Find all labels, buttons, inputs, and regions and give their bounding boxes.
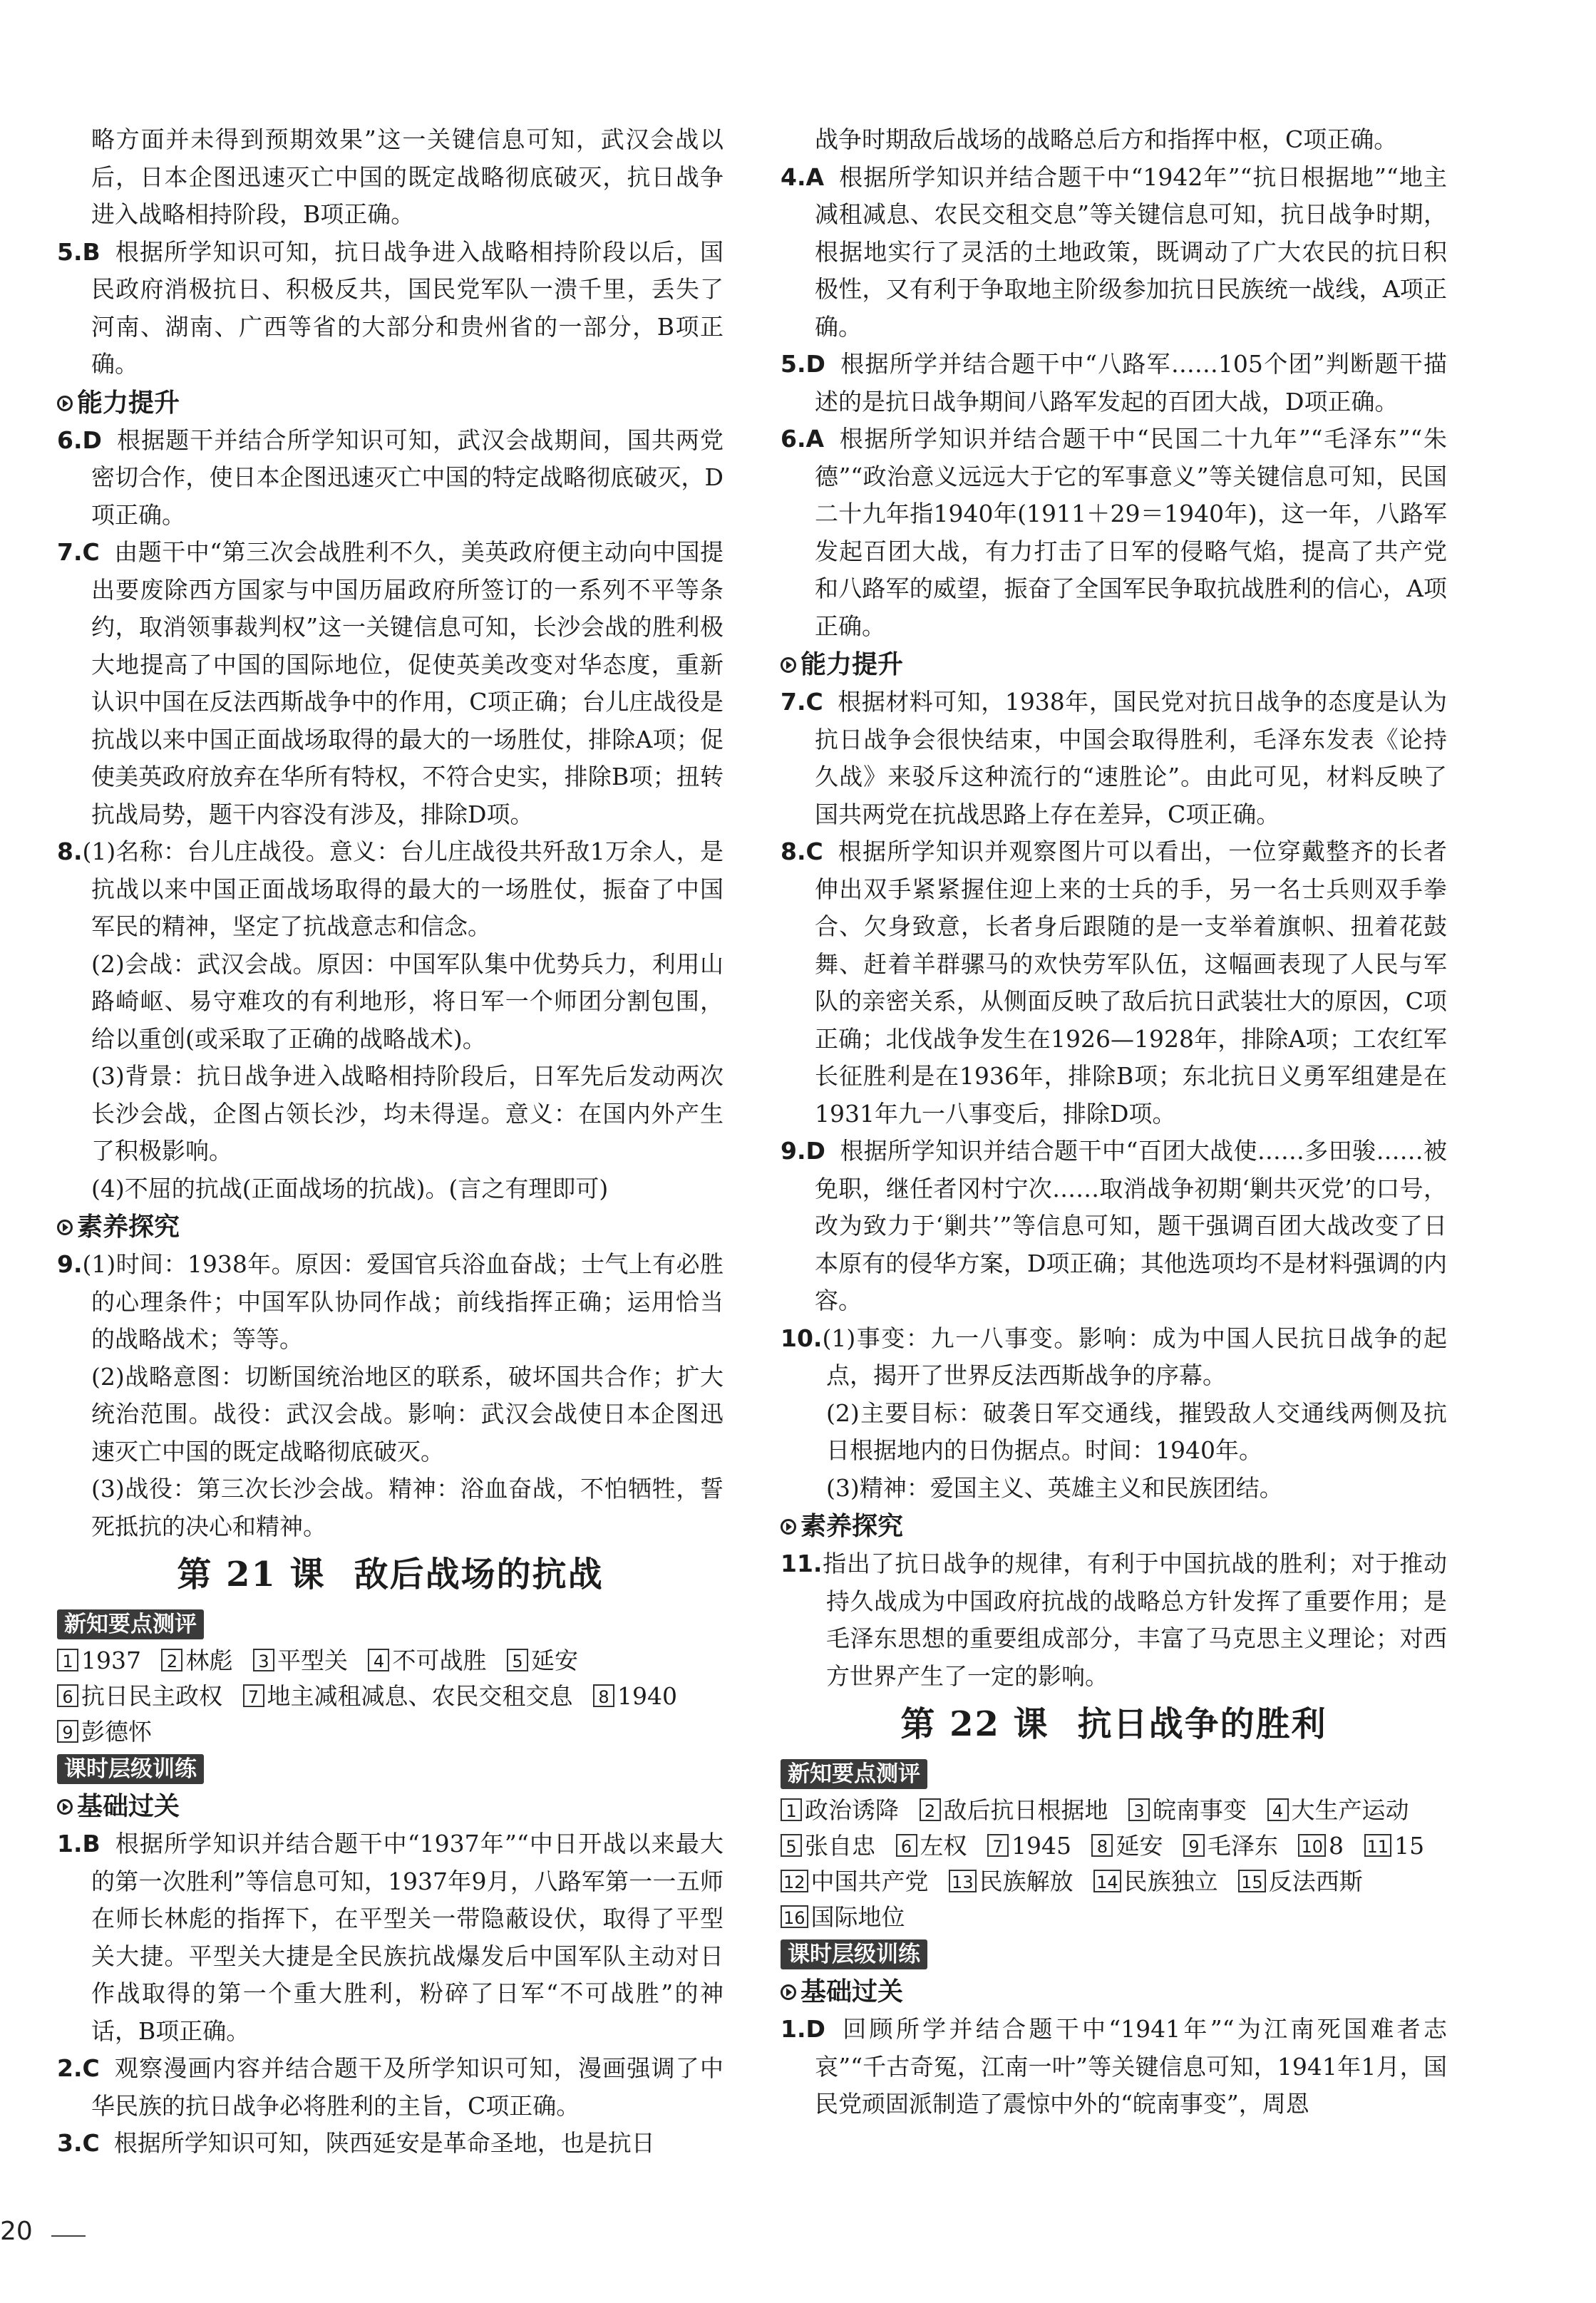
key-point-item bbox=[781, 1832, 875, 1860]
play-bullet-icon bbox=[781, 1519, 796, 1535]
tag-training: 课时层级训练 bbox=[781, 1939, 927, 1969]
key-point-number: 2 bbox=[920, 1798, 941, 1821]
page-number-rule bbox=[51, 2235, 86, 2237]
answer-number: 4. bbox=[781, 163, 806, 191]
basic-answer-1 bbox=[57, 1825, 724, 2050]
answer-text: 由题干中“第三次会战胜利不久，美英政府便主动向中国提出要废除西方国家与中国历届政府所签订的一系列不平等条约，取消领事裁判权”这一关键信息可知，长沙会战的胜利极大地提高了中国的国际地位，促使英美改变对华态度，重新认识中国在反法西斯战争中的作用，C项正确；台儿庄战役是抗战以来中国正面战场取得的最大的一场胜仗，排除A项；促使美英政府放弃在华所有特权，不符合史实，排除B项；扭转抗战局势，题干内容没有涉及，排除D项。 bbox=[91, 538, 724, 828]
key-point-text: 彭德怀 bbox=[81, 1717, 152, 1746]
key-point-item bbox=[1091, 1832, 1163, 1860]
key-point-text: 左权 bbox=[920, 1831, 967, 1860]
answer-text: (1)名称：台儿庄战役。意义：台儿庄战役共歼敌1万余人，是抗战以来中国正面战场取得的最大的一场胜仗，振奋了中国军民的精神，坚定了抗战意志和信念。 bbox=[82, 838, 724, 940]
answer-number: 7. bbox=[57, 538, 83, 566]
answer-text: (1)时间：1938年。原因：爱国官兵浴血奋战；士气上有必胜的心理条件；中国军队协同作战；前线指挥正确；运用恰当的战略战术；等等。 bbox=[82, 1250, 724, 1353]
key-point-text: 平型关 bbox=[277, 1646, 348, 1674]
answer-5 bbox=[781, 346, 1447, 421]
answer-text: 根据所学知识可知，抗日战争进入战略相持阶段以后，国民政府消极抗日、积极反共，国民党军队一溃千里，丢失了河南、湖南、广西等省的大部分和贵州省的一部分，B项正确。 bbox=[91, 237, 724, 378]
section-heading-text: 基础过关 bbox=[77, 1792, 180, 1821]
key-point-number: 3 bbox=[253, 1649, 274, 1671]
lesson-21-title bbox=[57, 1550, 724, 1599]
answer-text: 根据所学并结合题干中“八路军……105个团”判断题干描述的是抗日战争期间八路军发起的百团大战，D项正确。 bbox=[815, 350, 1447, 416]
key-point-item bbox=[1267, 1796, 1409, 1824]
answer-8-part1 bbox=[57, 833, 724, 946]
answer-9-part1 bbox=[57, 1246, 724, 1359]
intro-paragraph: 略方面并未得到预期效果”这一关键信息可知，武汉会战以后，日本企图迅速灭亡中国的既定战略彻底破灭，抗日战争进入战略相持阶段，B项正确。 bbox=[91, 125, 724, 228]
page-number: 20 bbox=[0, 2217, 33, 2246]
key-point-text: 中国共产党 bbox=[810, 1867, 929, 1895]
answer-number: 1. bbox=[781, 2015, 806, 2043]
key-point-number: 7 bbox=[987, 1834, 1009, 1857]
key-point-number: 8 bbox=[1091, 1834, 1113, 1857]
answer-8-part4: (4)不屈的抗战(正面战场的抗战)。(言之有理即可) bbox=[91, 1174, 609, 1202]
answer-5 bbox=[57, 234, 724, 383]
key-point-item bbox=[781, 1796, 899, 1824]
answer-number: 11. bbox=[781, 1550, 823, 1577]
lesson-number: 第 21 课 bbox=[177, 1555, 326, 1594]
answer-text: 根据材料可知，1938年，国民党对抗日战争的态度是认为抗日战争会很快结束，中国会取得胜利，毛泽东发表《论持久战》来驳斥这种流行的“速胜论”。由此可见，材料反映了国共两党在抗战思路上存在差异，C项正确。 bbox=[815, 688, 1447, 828]
key-point-item bbox=[781, 1903, 905, 1931]
answer-9-part2: (2)战略意图：切断国统治地区的联系，破坏国共合作；扩大统治范围。战役：武汉会战。影响：武汉会战使日本企图迅速灭亡中国的既定战略彻底破灭。 bbox=[91, 1362, 724, 1465]
section-heading-text: 素养探究 bbox=[77, 1212, 180, 1242]
answer-text: 根据所学知识并结合题干中“民国二十九年”“毛泽东”“朱德”“政治意义远远大于它的军事意义”等关键信息可知，民国二十九年指1940年(1911＋29＝1940年)，这一年，八路军发起百团大战，有力打击了日军的侵略气焰，提高了共产党和八路军的威望，振奋了全国军民争取抗战胜利的信心，A项正确。 bbox=[815, 425, 1447, 640]
lesson-22-title bbox=[781, 1699, 1447, 1749]
answer-choice: C bbox=[805, 838, 823, 865]
key-point-item bbox=[987, 1832, 1071, 1860]
key-points-21 bbox=[57, 1643, 724, 1750]
answer-choice: A bbox=[805, 163, 825, 191]
section-heading-ability bbox=[57, 385, 724, 422]
section-heading-text: 基础过关 bbox=[800, 1977, 904, 2006]
key-point-number: 7 bbox=[243, 1684, 264, 1707]
answer-choice: D bbox=[805, 1137, 825, 1165]
answer-11 bbox=[781, 1545, 1447, 1695]
key-point-number: 9 bbox=[57, 1720, 78, 1743]
answer-number: 5. bbox=[781, 350, 806, 378]
answer-10-part2: (2)主要目标：破袭日军交通线，摧毁敌人交通线两侧及抗日根据地内的日伪据点。时间：1940年。 bbox=[826, 1398, 1447, 1464]
key-point-number: 11 bbox=[1364, 1834, 1392, 1857]
key-point-item bbox=[368, 1647, 486, 1674]
key-point-number: 5 bbox=[507, 1649, 528, 1671]
play-bullet-icon bbox=[781, 1984, 796, 2000]
key-point-item bbox=[1128, 1796, 1247, 1824]
key-point-text: 1945 bbox=[1011, 1831, 1071, 1860]
key-point-text: 民族解放 bbox=[979, 1867, 1074, 1895]
key-point-text: 8 bbox=[1329, 1831, 1344, 1860]
key-point-item bbox=[1093, 1867, 1218, 1895]
play-bullet-icon bbox=[57, 396, 73, 411]
key-point-item bbox=[57, 1718, 152, 1746]
section-heading-text: 能力提升 bbox=[77, 388, 180, 418]
answer-choice: B bbox=[82, 1830, 101, 1858]
answer-choice: A bbox=[805, 425, 825, 453]
basic-answer-2 bbox=[57, 2050, 724, 2125]
answer-number: 10. bbox=[781, 1324, 823, 1352]
answer-choice: C bbox=[82, 2129, 100, 2157]
answer-number: 8. bbox=[57, 838, 83, 865]
key-point-item bbox=[949, 1867, 1074, 1895]
basic-answer-3 bbox=[57, 2125, 724, 2163]
key-point-number: 12 bbox=[781, 1870, 808, 1892]
section-heading-basic bbox=[781, 1974, 1447, 2011]
answer-8-part2: (2)会战：武汉会战。原因：中国军队集中优势兵力，利用山路崎岖、易守难攻的有利地形，将日军一个师团分割包围，给以重创(或采取了正确的战略战术)。 bbox=[91, 949, 724, 1053]
key-point-text: 15 bbox=[1394, 1831, 1425, 1860]
right-column bbox=[781, 121, 1447, 2123]
key-point-text: 1940 bbox=[617, 1681, 677, 1710]
key-point-item bbox=[593, 1682, 677, 1710]
answer-8 bbox=[781, 833, 1447, 1133]
answer-text: 根据所学知识并结合题干中“1942年”“抗日根据地”“地主减租减息、农民交租交息”等关键信息可知，抗日战争时期，根据地实行了灵活的土地政策，既调动了广大农民的抗日积极性，又有利于争取地主阶级参加抗日民族统一战线，A项正确。 bbox=[815, 163, 1447, 341]
key-point-number: 13 bbox=[949, 1870, 977, 1892]
section-heading-basic bbox=[57, 1788, 724, 1825]
continued-paragraph: 战争时期敌后战场的战略总后方和指挥中枢，C项正确。 bbox=[815, 125, 1398, 153]
key-point-text: 地主减租减息、农民交租交息 bbox=[267, 1681, 573, 1710]
answer-choice: D bbox=[82, 426, 102, 454]
tag-new-points: 新知要点测评 bbox=[57, 1609, 204, 1639]
key-point-text: 反法西斯 bbox=[1268, 1867, 1363, 1895]
key-point-number: 14 bbox=[1093, 1870, 1121, 1892]
lesson-name: 敌后战场的抗战 bbox=[354, 1555, 604, 1594]
key-point-text: 民族独立 bbox=[1123, 1867, 1218, 1895]
answer-number: 9. bbox=[57, 1250, 83, 1278]
key-point-item bbox=[1298, 1832, 1344, 1860]
play-bullet-icon bbox=[57, 1220, 73, 1235]
key-point-number: 4 bbox=[368, 1649, 389, 1671]
section-heading-text: 能力提升 bbox=[800, 650, 904, 679]
key-point-number: 6 bbox=[896, 1834, 917, 1857]
answer-text: 根据所学知识可知，陕西延安是革命圣地，也是抗日 bbox=[113, 2129, 655, 2157]
lesson-name: 抗日战争的胜利 bbox=[1077, 1704, 1327, 1744]
key-point-number: 3 bbox=[1128, 1798, 1150, 1821]
play-bullet-icon bbox=[57, 1799, 73, 1815]
key-point-text: 不可战胜 bbox=[392, 1646, 487, 1674]
key-point-item bbox=[1238, 1867, 1363, 1895]
answer-9 bbox=[781, 1133, 1447, 1320]
key-point-number: 8 bbox=[593, 1684, 614, 1707]
answer-choice: B bbox=[82, 237, 101, 266]
answer-text: 回顾所学并结合题干中“1941年”“为江南死国难者志哀”“千古奇冤，江南一叶”等关键信息可知，1941年1月，国民党顽固派制造了震惊中外的“皖南事变”，周恩 bbox=[815, 2015, 1447, 2118]
key-point-number: 10 bbox=[1298, 1834, 1326, 1857]
answer-choice: C bbox=[82, 2054, 100, 2082]
key-point-number: 15 bbox=[1238, 1870, 1266, 1892]
section-heading-text: 素养探究 bbox=[800, 1512, 904, 1541]
key-point-text: 大生产运动 bbox=[1291, 1795, 1409, 1824]
key-point-number: 4 bbox=[1267, 1798, 1289, 1821]
answer-choice: D bbox=[805, 2015, 825, 2043]
answer-choice: C bbox=[805, 688, 823, 716]
section-heading-ability bbox=[781, 646, 1447, 684]
answer-text: 根据所学知识并结合题干中“1937年”“中日开战以来最大的第一次胜利”等信息可知，1937年9月，八路军第一一五师在师长林彪的指挥下，在平型关一带隐蔽设伏，取得了平型关大捷。平型关大捷是全民族抗战爆发后中国军队主动对日作战取得的第一个重大胜利，粉碎了日军“不可战胜”的神话，B项正确。 bbox=[91, 1830, 724, 2045]
answer-text: 根据所学知识并结合题干中“百团大战使……多田骏……被免职，继任者冈村宁次……取消战争初期‘剿共灭党’的口号，改为致力于‘剿共’”等信息可知，题干强调百团大战改变了日本原有的侵华方案，D项正确；其他选项均不是材料强调的内容。 bbox=[815, 1137, 1447, 1314]
answer-number: 5. bbox=[57, 237, 83, 266]
key-point-item bbox=[896, 1832, 967, 1860]
answer-6 bbox=[57, 422, 724, 535]
key-point-number: 16 bbox=[781, 1905, 808, 1928]
answer-number: 6. bbox=[781, 425, 806, 453]
key-point-item bbox=[57, 1647, 141, 1674]
key-point-text: 延安 bbox=[530, 1646, 578, 1674]
answer-number: 8. bbox=[781, 838, 806, 865]
section-heading-literacy bbox=[57, 1209, 724, 1246]
key-point-text: 抗日民主政权 bbox=[81, 1681, 222, 1710]
key-point-text: 林彪 bbox=[185, 1646, 233, 1674]
key-point-number: 5 bbox=[781, 1834, 802, 1857]
answer-text: 指出了抗日战争的规律，有利于中国抗战的胜利；对于推动持久战成为中国政府抗战的战略总方针发挥了重要作用；是毛泽东思想的重要组成部分，丰富了马克思主义理论；对西方世界产生了一定的影响。 bbox=[822, 1550, 1447, 1690]
answer-text: (1)事变：九一八事变。影响：成为中国人民抗日战争的起点，揭开了世界反法西斯战争的序幕。 bbox=[822, 1324, 1447, 1389]
answer-10-part3: (3)精神：爱国主义、英雄主义和民族团结。 bbox=[826, 1473, 1283, 1502]
answer-text: 根据所学知识并观察图片可以看出，一位穿戴整齐的长者伸出双手紧紧握住迎上来的士兵的手，另一名士兵则双手拳合、欠身致意，长者身后跟随的是一支举着旗帜、扭着花鼓舞、赶着羊群骡马的欢快劳军队伍，这幅画表现了人民与军队的亲密关系，从侧面反映了敌后抗日武装壮大的原因，C项正确；北伐战争发生在1926—1928年，排除A项；工农红军长征胜利是在1936年，排除B项；东北抗日义勇军组建是在1931年九一八事变后，排除D项。 bbox=[815, 838, 1447, 1128]
answer-choice: C bbox=[82, 538, 100, 566]
answer-number: 3. bbox=[57, 2129, 83, 2157]
key-point-number: 1 bbox=[57, 1649, 78, 1671]
play-bullet-icon bbox=[781, 657, 796, 673]
answer-choice: D bbox=[805, 350, 825, 378]
key-point-number: 2 bbox=[161, 1649, 182, 1671]
answer-number: 7. bbox=[781, 688, 806, 716]
answer-6 bbox=[781, 421, 1447, 645]
key-point-text: 毛泽东 bbox=[1207, 1831, 1278, 1860]
key-point-item bbox=[161, 1647, 232, 1674]
tag-new-points: 新知要点测评 bbox=[781, 1759, 927, 1789]
answer-10-part1 bbox=[781, 1320, 1447, 1395]
answer-9-part3: (3)战役：第三次长沙会战。精神：浴血奋战，不怕牺牲，誓死抵抗的决心和精神。 bbox=[91, 1475, 724, 1540]
key-point-item bbox=[1183, 1832, 1278, 1860]
answer-7 bbox=[57, 534, 724, 833]
key-point-item bbox=[920, 1796, 1108, 1824]
key-point-text: 皖南事变 bbox=[1153, 1795, 1247, 1824]
left-column bbox=[57, 121, 724, 2163]
answer-7 bbox=[781, 684, 1447, 833]
answer-number: 1. bbox=[57, 1830, 83, 1858]
key-point-text: 国际地位 bbox=[810, 1902, 905, 1931]
answer-number: 6. bbox=[57, 426, 83, 454]
key-point-item bbox=[781, 1867, 929, 1895]
basic-answer-1 bbox=[781, 2011, 1447, 2123]
answer-text: 观察漫画内容并结合题干及所学知识可知，漫画强调了中华民族的抗日战争必将胜利的主旨，C项正确。 bbox=[91, 2054, 724, 2120]
key-point-text: 政治诱降 bbox=[805, 1795, 899, 1824]
answer-4 bbox=[781, 159, 1447, 346]
lesson-number: 第 22 课 bbox=[900, 1704, 1049, 1744]
key-point-number: 9 bbox=[1183, 1834, 1205, 1857]
answer-text: 根据题干并结合所学知识可知，武汉会战期间，国共两党密切合作，使日本企图迅速灭亡中国的特定战略彻底破灭，D项正确。 bbox=[91, 426, 724, 529]
key-point-text: 延安 bbox=[1116, 1831, 1163, 1860]
key-point-item bbox=[1364, 1832, 1425, 1860]
key-point-item bbox=[253, 1647, 348, 1674]
key-point-number: 1 bbox=[781, 1798, 802, 1821]
key-point-number: 6 bbox=[57, 1684, 78, 1707]
key-point-item bbox=[243, 1682, 573, 1710]
key-point-text: 敌后抗日根据地 bbox=[943, 1795, 1108, 1824]
answer-number: 2. bbox=[57, 2054, 83, 2082]
key-point-text: 1937 bbox=[81, 1646, 141, 1674]
section-heading-literacy bbox=[781, 1508, 1447, 1545]
tag-training: 课时层级训练 bbox=[57, 1754, 204, 1784]
key-points-22 bbox=[781, 1793, 1447, 1935]
key-point-item bbox=[507, 1647, 578, 1674]
answer-number: 9. bbox=[781, 1137, 806, 1165]
key-point-text: 张自忠 bbox=[805, 1831, 875, 1860]
answer-8-part3: (3)背景：抗日战争进入战略相持阶段后，日军先后发动两次长沙会战，企图占领长沙，均未得逞。意义：在国内外产生了积极影响。 bbox=[91, 1062, 724, 1165]
key-point-item bbox=[57, 1682, 222, 1710]
